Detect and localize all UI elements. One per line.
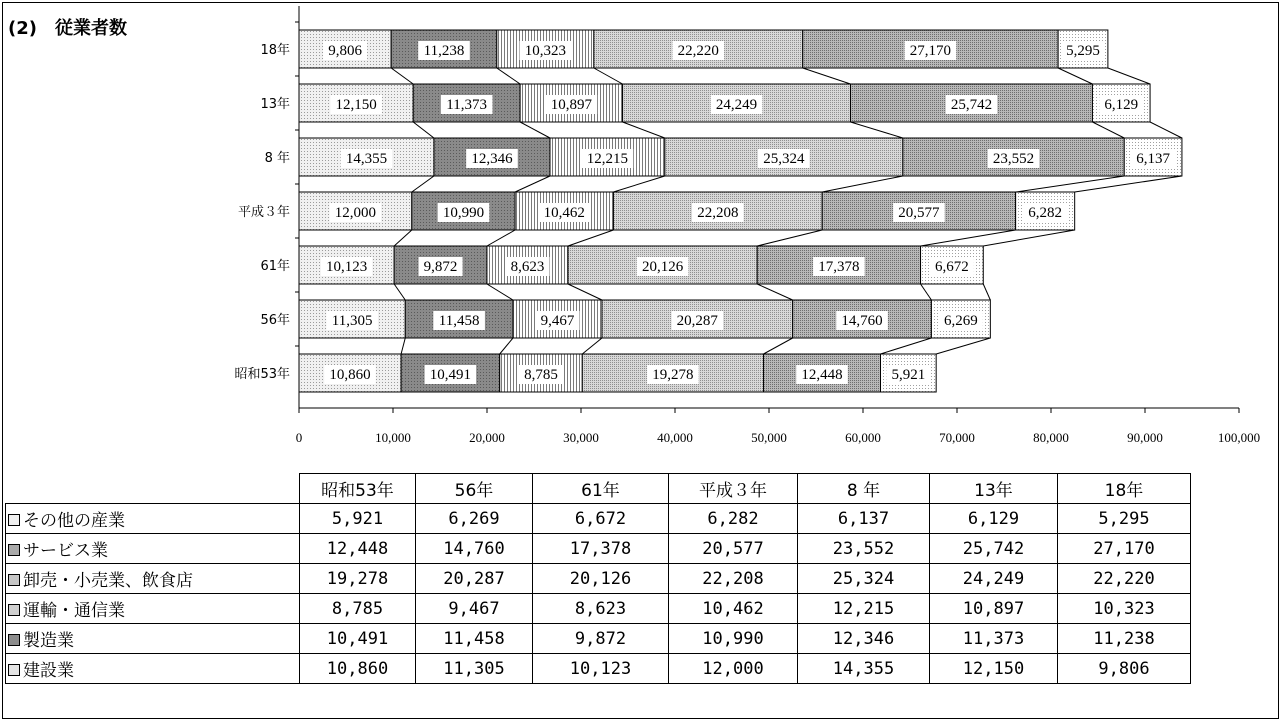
value-cell: 23,552 (798, 534, 930, 564)
value-cell: 9,467 (416, 594, 533, 624)
data-label: 10,462 (543, 205, 585, 221)
table-row (6, 504, 1191, 534)
data-label: 22,208 (697, 205, 739, 221)
value-cell: 12,000 (669, 654, 798, 684)
table-row (6, 534, 1191, 564)
row-label-cell (6, 564, 300, 594)
data-label: 27,170 (909, 43, 952, 59)
value-cell: 6,282 (669, 504, 798, 534)
series-connector-line (983, 284, 990, 300)
data-label: 10,323 (524, 43, 566, 59)
series-connector-line (1150, 122, 1182, 138)
series-connector-line (1058, 68, 1092, 84)
value-cell: 8,785 (300, 594, 416, 624)
data-label: 5,921 (891, 367, 926, 383)
series-connector-line (983, 230, 1074, 246)
value-cell: 11,305 (416, 654, 533, 684)
value-cell: 11,373 (930, 624, 1058, 654)
category-label: 13年 (260, 97, 290, 112)
category-label: 61年 (260, 259, 290, 274)
data-label: 20,126 (641, 259, 684, 275)
value-cell: 6,672 (533, 504, 669, 534)
series-connector-line (1092, 122, 1124, 138)
value-cell: 10,491 (300, 624, 416, 654)
value-cell: 10,897 (930, 594, 1058, 624)
data-table (5, 473, 1191, 684)
legend-swatch (8, 544, 20, 556)
series-connector-line (921, 230, 1016, 246)
data-label: 12,448 (801, 367, 843, 383)
value-cell: 22,220 (1058, 564, 1191, 594)
data-label: 9,872 (423, 259, 458, 275)
value-cell: 10,462 (669, 594, 798, 624)
series-connector-line (391, 68, 413, 84)
data-label: 9,806 (328, 43, 362, 59)
data-label: 12,215 (586, 151, 629, 167)
data-label: 10,860 (329, 367, 371, 383)
x-tick-label: 30,000 (563, 430, 599, 445)
legend-swatch (8, 604, 20, 616)
value-cell: 6,269 (416, 504, 533, 534)
data-label: 12,150 (335, 97, 377, 113)
value-cell: 9,806 (1058, 654, 1191, 684)
x-tick-label: 90,000 (1127, 430, 1163, 445)
data-label: 6,137 (1136, 151, 1170, 167)
value-cell: 8,623 (533, 594, 669, 624)
series-connector-line (850, 122, 902, 138)
data-label: 23,552 (992, 151, 1035, 167)
data-label: 11,458 (438, 313, 480, 329)
series-connector-line (520, 122, 550, 138)
value-cell: 24,249 (930, 564, 1058, 594)
series-connector-line (881, 338, 932, 354)
data-label: 14,760 (841, 313, 883, 329)
value-cell: 27,170 (1058, 534, 1191, 564)
legend-swatch (8, 664, 20, 676)
bars-group (299, 30, 1182, 392)
series-connector-line (394, 230, 412, 246)
value-cell: 25,742 (930, 534, 1058, 564)
row-label: その他の産業 (23, 511, 125, 531)
series-connector-line (487, 284, 513, 300)
data-label: 6,282 (1028, 205, 1063, 221)
data-label: 5,295 (1066, 43, 1100, 59)
header-cell: 61年 (533, 474, 669, 504)
value-cell: 20,126 (533, 564, 669, 594)
series-connector-line (515, 176, 550, 192)
row-label: 製造業 (23, 631, 74, 651)
section-title: (2) 従業者数 (8, 18, 127, 39)
data-label: 6,129 (1104, 97, 1139, 113)
table-row (6, 654, 1191, 684)
data-label: 20,287 (676, 313, 718, 329)
value-cell: 17,378 (533, 534, 669, 564)
series-connector-line (401, 338, 405, 354)
data-label: 8,623 (510, 259, 545, 275)
x-tick-label: 10,000 (375, 430, 411, 445)
value-cell: 12,215 (798, 594, 930, 624)
category-label: 18年 (260, 43, 290, 58)
value-cell: 19,278 (300, 564, 416, 594)
value-cell: 5,921 (300, 504, 416, 534)
data-label: 6,269 (943, 313, 978, 329)
x-tick-label: 20,000 (469, 430, 505, 445)
series-connector-line (757, 284, 792, 300)
series-connector-line (613, 176, 664, 192)
series-connector-line (623, 122, 665, 138)
header-cell: 昭和53年 (300, 474, 416, 504)
data-label: 22,220 (677, 43, 719, 59)
data-label: 12,346 (471, 151, 513, 167)
table-row (6, 624, 1191, 654)
table-row (6, 564, 1191, 594)
series-connector-line (497, 68, 520, 84)
data-label: 17,378 (818, 259, 860, 275)
value-cell: 10,990 (669, 624, 798, 654)
table-corner (6, 474, 300, 504)
value-cell: 20,577 (669, 534, 798, 564)
series-connector-line (568, 230, 613, 246)
value-cell: 9,872 (533, 624, 669, 654)
legend-swatch (8, 634, 20, 646)
x-tick-label: 50,000 (751, 430, 787, 445)
series-connector-line (594, 68, 623, 84)
value-cell: 12,346 (798, 624, 930, 654)
row-label-cell (6, 594, 300, 624)
x-tick-label: 40,000 (657, 430, 693, 445)
series-connector-line (500, 338, 513, 354)
series-connector-line (412, 176, 434, 192)
row-label: 建設業 (23, 661, 74, 681)
data-label: 11,305 (331, 313, 373, 329)
value-cell: 11,238 (1058, 624, 1191, 654)
category-label: 平成３年 (237, 205, 290, 220)
header-cell: 18年 (1058, 474, 1191, 504)
header-cell: 56年 (416, 474, 533, 504)
data-label: 10,897 (550, 97, 592, 113)
value-cell: 10,860 (300, 654, 416, 684)
series-connector-line (921, 284, 932, 300)
series-connector-line (1108, 68, 1150, 84)
series-connector-line (487, 230, 515, 246)
data-label: 10,990 (442, 205, 485, 221)
data-label: 11,373 (446, 97, 488, 113)
value-cell: 25,324 (798, 564, 930, 594)
value-cell: 12,448 (300, 534, 416, 564)
header-cell: 13年 (930, 474, 1058, 504)
x-tick-label: 80,000 (1033, 430, 1069, 445)
row-label-cell (6, 654, 300, 684)
value-cell: 6,129 (930, 504, 1058, 534)
value-cell: 6,137 (798, 504, 930, 534)
value-cell: 14,355 (798, 654, 930, 684)
value-cell: 22,208 (669, 564, 798, 594)
table-header-row (6, 474, 1191, 504)
data-label: 20,577 (898, 205, 940, 221)
table-row (6, 594, 1191, 624)
category-labels (234, 42, 290, 382)
row-label-cell (6, 534, 300, 564)
x-tick-label: 60,000 (845, 430, 881, 445)
header-cell: 平成３年 (669, 474, 798, 504)
data-label: 9,467 (540, 313, 575, 329)
value-cell: 20,287 (416, 564, 533, 594)
series-connector-line (1016, 176, 1125, 192)
row-label: サービス業 (23, 541, 108, 561)
x-tick-label: 0 (295, 430, 303, 445)
value-cell: 11,458 (416, 624, 533, 654)
data-label: 25,324 (763, 151, 805, 167)
series-connector-line (413, 122, 434, 138)
series-connector-line (568, 284, 602, 300)
category-label: 8 年 (264, 151, 290, 166)
category-label: 56年 (260, 313, 290, 328)
data-label: 14,355 (345, 151, 388, 167)
series-connector-line (1075, 176, 1182, 192)
data-label: 10,491 (429, 367, 472, 383)
data-label: 10,123 (325, 259, 368, 275)
category-label: 昭和53年 (234, 367, 290, 382)
series-connector-line (394, 284, 405, 300)
legend-swatch (8, 514, 20, 526)
value-cell: 5,295 (1058, 504, 1191, 534)
data-label: 11,238 (423, 43, 465, 59)
value-cell: 14,760 (416, 534, 533, 564)
value-cell: 10,123 (533, 654, 669, 684)
series-connector-line (763, 338, 792, 354)
value-cell: 12,150 (930, 654, 1058, 684)
series-connector-line (582, 338, 602, 354)
legend-swatch (8, 574, 20, 586)
series-connector-line (757, 230, 822, 246)
data-label: 19,278 (652, 367, 694, 383)
data-label: 6,672 (935, 259, 969, 275)
data-label: 24,249 (715, 97, 758, 113)
row-label-cell (6, 504, 300, 534)
series-connector-line (803, 68, 851, 84)
value-cell: 10,323 (1058, 594, 1191, 624)
row-label-cell (6, 624, 300, 654)
row-label: 運輸・通信業 (23, 601, 125, 621)
series-connector-line (822, 176, 903, 192)
data-label: 8,785 (524, 367, 558, 383)
row-label: 卸売・小売業、飲食店 (23, 571, 193, 591)
x-tick-label: 70,000 (939, 430, 975, 445)
header-cell: 8 年 (798, 474, 930, 504)
data-label: 12,000 (334, 205, 377, 221)
data-label: 25,742 (950, 97, 993, 113)
x-tick-label: 100,000 (1217, 430, 1261, 445)
series-connector-line (936, 338, 990, 354)
